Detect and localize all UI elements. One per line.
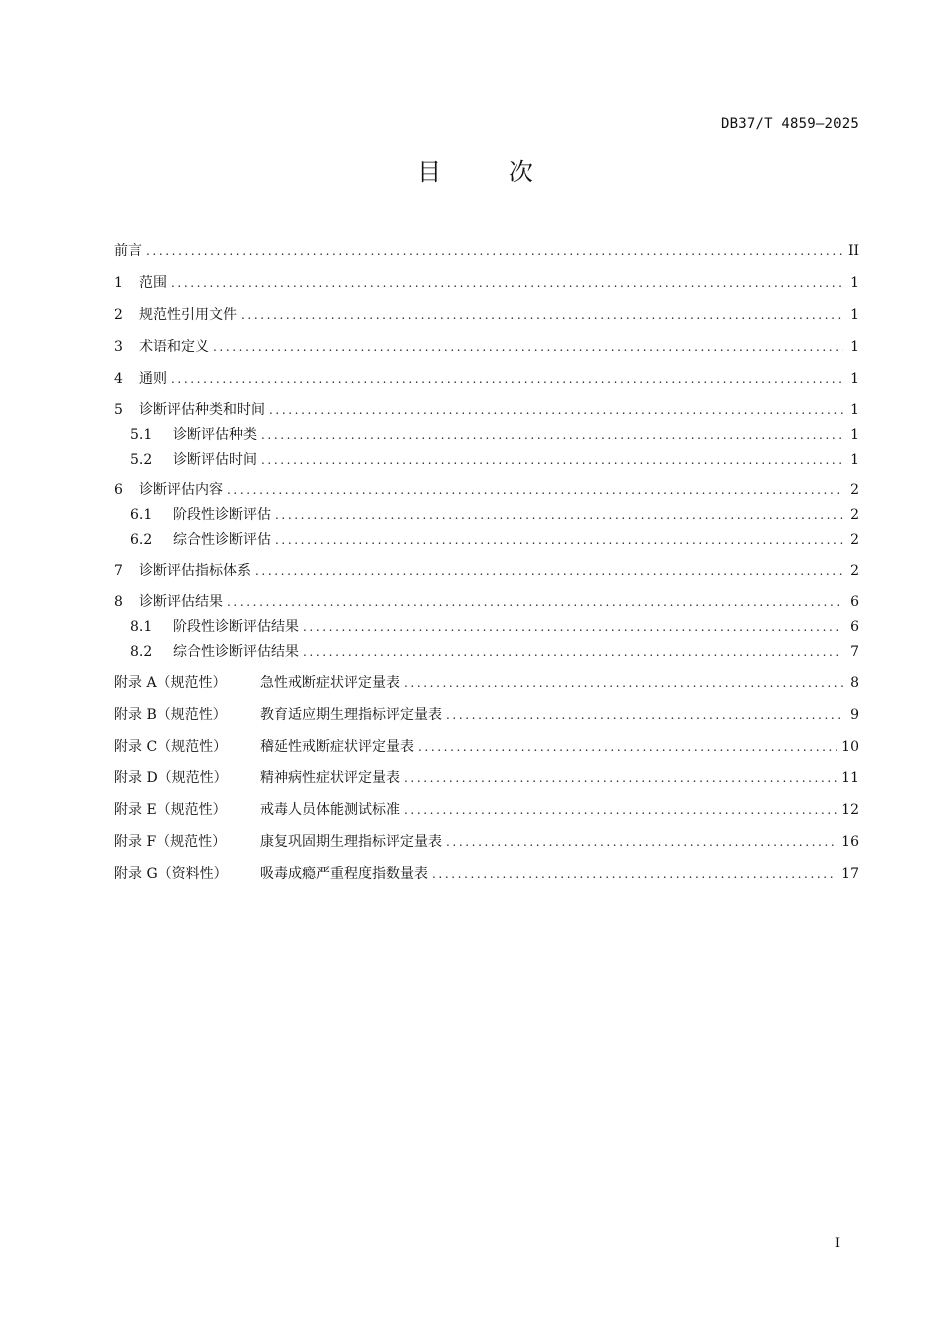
page-title xyxy=(0,152,950,187)
toc-leader-dots xyxy=(446,705,843,725)
toc-leader-dots xyxy=(275,530,843,550)
toc-leader-dots xyxy=(303,642,843,662)
toc-leader-dots xyxy=(303,617,843,637)
toc-entry[interactable] xyxy=(114,305,859,325)
toc-entry-label: 教育适应期生理指标评定量表 xyxy=(260,707,442,723)
toc-entry-page: 7 xyxy=(850,644,859,660)
toc-entry-label: 康复巩固期生理指标评定量表 xyxy=(260,834,442,850)
toc-entry-label: 综合性诊断评估结果 xyxy=(173,644,299,660)
toc-entry-number: 7 xyxy=(114,563,123,579)
toc-entry[interactable] xyxy=(114,561,859,581)
toc-entry-label: 诊断评估时间 xyxy=(173,452,257,468)
toc-entry-number: 附录 D（规范性） xyxy=(114,770,228,786)
toc-entry[interactable] xyxy=(114,480,859,500)
toc-entry-label: 通则 xyxy=(139,371,167,387)
toc-entry-page: 6 xyxy=(850,594,859,610)
toc-leader-dots xyxy=(404,768,837,788)
toc-entry-page: 2 xyxy=(850,482,859,498)
toc-entry-page: 1 xyxy=(850,427,859,443)
toc-entry[interactable] xyxy=(114,617,859,637)
toc-entry-number: 附录 F（规范性） xyxy=(114,834,227,850)
toc-leader-dots xyxy=(261,425,843,445)
toc-leader-dots xyxy=(275,505,843,525)
toc-entry-label: 诊断评估结果 xyxy=(139,594,223,610)
toc-entry-number: 附录 E（规范性） xyxy=(114,802,227,818)
toc-entry-page: 1 xyxy=(850,275,859,291)
toc-entry-label: 诊断评估指标体系 xyxy=(139,563,251,579)
toc-entry-label: 前言 xyxy=(114,243,142,259)
toc-entry-number: 附录 C（规范性） xyxy=(114,739,228,755)
toc-entry-page: 12 xyxy=(841,802,859,818)
toc-entry-label: 术语和定义 xyxy=(139,339,209,355)
toc-entry-number: 8.2 xyxy=(130,644,153,660)
toc-entry[interactable] xyxy=(114,592,859,612)
toc-entry[interactable] xyxy=(114,642,859,662)
toc-leader-dots xyxy=(227,480,843,500)
toc-leader-dots xyxy=(171,369,843,389)
toc-entry[interactable] xyxy=(114,273,859,293)
toc-entry[interactable] xyxy=(114,832,859,852)
toc-leader-dots xyxy=(404,673,843,693)
footer-page-number: I xyxy=(834,1236,840,1251)
toc-entry-number: 5.2 xyxy=(130,452,153,468)
toc-entry-number: 8.1 xyxy=(130,619,153,635)
toc-entry-page: 1 xyxy=(850,402,859,418)
toc-entry-number: 5.1 xyxy=(130,427,153,443)
toc-leader-dots xyxy=(432,864,837,884)
toc-entry-label: 精神病性症状评定量表 xyxy=(260,770,400,786)
toc-entry-number: 附录 A（规范性） xyxy=(114,675,227,691)
toc-entry-number: 8 xyxy=(114,594,123,610)
toc-entry-label: 阶段性诊断评估结果 xyxy=(173,619,299,635)
toc-entry-page: 11 xyxy=(841,770,859,786)
toc-entry[interactable] xyxy=(114,400,859,420)
toc-entry-page: 17 xyxy=(841,866,859,882)
toc-entry-label: 稽延性戒断症状评定量表 xyxy=(260,739,414,755)
toc-entry-label: 诊断评估内容 xyxy=(139,482,223,498)
toc-leader-dots xyxy=(241,305,843,325)
toc-leader-dots xyxy=(261,450,843,470)
toc-entry-page: 1 xyxy=(850,307,859,323)
toc-entry-page: 2 xyxy=(850,532,859,548)
toc-entry[interactable] xyxy=(114,450,859,470)
toc-entry[interactable] xyxy=(114,241,859,261)
toc-leader-dots xyxy=(227,592,843,612)
toc-leader-dots xyxy=(213,337,843,357)
toc-entry-label: 范围 xyxy=(139,275,167,291)
toc-entry-number: 6.1 xyxy=(130,507,153,523)
toc-leader-dots xyxy=(255,561,843,581)
toc-entry-page: 10 xyxy=(841,739,859,755)
toc-entry-page: 1 xyxy=(850,452,859,468)
toc-leader-dots xyxy=(171,273,843,293)
toc-entry[interactable] xyxy=(114,673,859,693)
toc-entry-label: 综合性诊断评估 xyxy=(173,532,271,548)
toc-entry[interactable] xyxy=(114,505,859,525)
toc-entry-label: 规范性引用文件 xyxy=(139,307,237,323)
title-char-1: 目 xyxy=(417,158,442,186)
toc-entry-number: 附录 B（规范性） xyxy=(114,707,227,723)
toc-leader-dots xyxy=(269,400,843,420)
toc-entry[interactable] xyxy=(114,425,859,445)
toc-entry-page: 16 xyxy=(841,834,859,850)
toc-entry-page: 9 xyxy=(850,707,859,723)
toc-entry-page: 8 xyxy=(850,675,859,691)
toc-entry-number: 4 xyxy=(114,371,123,387)
toc-entry-number: 附录 G（资料性） xyxy=(114,866,228,882)
toc-entry-page: 1 xyxy=(850,371,859,387)
toc-entry-label: 阶段性诊断评估 xyxy=(173,507,271,523)
toc-entry[interactable] xyxy=(114,705,859,725)
toc-entry-number: 1 xyxy=(114,275,123,291)
toc-entry-number: 6.2 xyxy=(130,532,153,548)
toc-leader-dots xyxy=(146,241,843,261)
toc-entry[interactable] xyxy=(114,768,859,788)
toc-leader-dots xyxy=(446,832,837,852)
toc-entry-page: II xyxy=(847,243,859,259)
toc-entry-label: 戒毒人员体能测试标准 xyxy=(260,802,400,818)
title-char-2: 次 xyxy=(508,158,533,186)
toc-entry-page: 2 xyxy=(850,563,859,579)
toc-entry[interactable] xyxy=(114,737,859,757)
toc-entry[interactable] xyxy=(114,800,859,820)
toc-leader-dots xyxy=(418,737,837,757)
toc-entry-label: 急性戒断症状评定量表 xyxy=(260,675,400,691)
standard-code: DB37/T 4859—2025 xyxy=(720,116,859,132)
toc-entry-number: 5 xyxy=(114,402,123,418)
toc-entry[interactable] xyxy=(114,864,859,884)
toc-entry-label: 吸毒成瘾严重程度指数量表 xyxy=(260,866,428,882)
toc-entry[interactable] xyxy=(114,369,859,389)
toc-entry-number: 2 xyxy=(114,307,123,323)
toc-leader-dots xyxy=(404,800,837,820)
toc-entry-number: 6 xyxy=(114,482,123,498)
toc-entry-page: 6 xyxy=(850,619,859,635)
toc-entry-label: 诊断评估种类和时间 xyxy=(139,402,265,418)
toc-entry[interactable] xyxy=(114,337,859,357)
toc-entry[interactable] xyxy=(114,530,859,550)
toc-entry-page: 2 xyxy=(850,507,859,523)
toc-entry-page: 1 xyxy=(850,339,859,355)
toc-entry-label: 诊断评估种类 xyxy=(173,427,257,443)
toc-entry-number: 3 xyxy=(114,339,123,355)
